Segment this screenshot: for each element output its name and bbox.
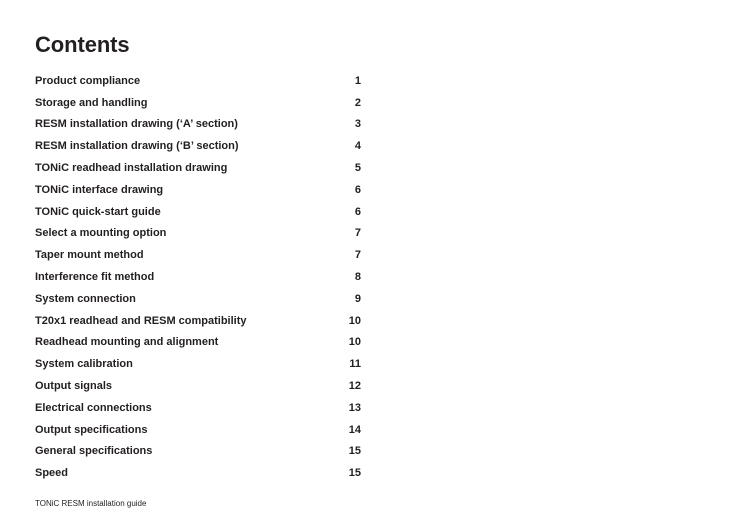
toc-entry-general-specifications[interactable] (35, 441, 362, 463)
toc-entry-title: Speed (35, 467, 69, 480)
toc-entry-system-calibration[interactable] (35, 353, 362, 375)
page-title: Contents (35, 32, 130, 57)
toc-entry-page-number: 2 (354, 96, 361, 109)
toc-entry-mounting-option[interactable] (35, 223, 362, 245)
toc-entry-readhead-mounting[interactable] (35, 332, 362, 354)
toc-entry-readhead-drawing[interactable] (35, 157, 362, 179)
toc-entry-interference-fit[interactable] (35, 266, 362, 288)
toc-entry-title: System calibration (35, 358, 133, 371)
toc-entry-title: Select a mounting option (35, 227, 167, 240)
toc-entry-title: Electrical connections (35, 401, 152, 414)
toc-entry-electrical-connections[interactable] (35, 397, 362, 419)
toc-entry-taper-mount[interactable] (35, 244, 362, 266)
toc-entry-page-number: 8 (354, 271, 361, 284)
toc-entry-title: TONiC quick-start guide (35, 205, 161, 218)
toc-entry-page-number: 4 (354, 140, 361, 153)
toc-entry-page-number: 10 (348, 336, 361, 349)
toc-entry-title: Product compliance (35, 74, 141, 87)
toc-entry-page-number: 6 (354, 183, 361, 196)
toc-entry-page-number: 5 (354, 162, 361, 175)
toc-entry-resm-drawing-b[interactable] (35, 135, 362, 157)
toc-entry-page-number: 13 (348, 401, 361, 414)
toc-entry-title: TONiC readhead installation drawing (35, 162, 228, 175)
toc-entry-page-number: 1 (354, 74, 361, 87)
toc-entry-product-compliance[interactable] (35, 70, 362, 92)
toc-entry-page-number: 7 (354, 227, 361, 240)
toc-entry-page-number: 7 (354, 249, 361, 262)
toc-entry-title: Readhead mounting and alignment (35, 336, 219, 349)
toc-entry-speed[interactable] (35, 462, 362, 484)
toc-entry-page-number: 9 (354, 292, 361, 305)
toc-entry-title: System connection (35, 292, 136, 305)
toc-entry-title: General specifications (35, 445, 153, 458)
toc-entry-title: Taper mount method (35, 249, 144, 262)
toc-entry-page-number: 14 (348, 423, 361, 436)
toc-entry-title: Output specifications (35, 423, 148, 436)
toc-entry-title: Output signals (35, 380, 112, 393)
page-footer: TONiC RESM installation guide (35, 499, 147, 508)
toc-entry-resm-drawing-a[interactable] (35, 114, 362, 136)
toc-entry-interface-drawing[interactable] (35, 179, 362, 201)
toc-entry-storage-and-handling[interactable] (35, 92, 362, 114)
toc-entry-page-number: 3 (354, 118, 361, 131)
toc-entry-quick-start-guide[interactable] (35, 201, 362, 223)
toc-entry-page-number: 12 (348, 380, 361, 393)
toc-entry-page-number: 6 (354, 205, 361, 218)
toc-entry-title: RESM installation drawing (‘A’ section) (35, 118, 238, 131)
toc-entry-title: Storage and handling (35, 96, 148, 109)
toc-entry-output-signals[interactable] (35, 375, 362, 397)
toc-entry-page-number: 10 (348, 314, 361, 327)
table-of-contents (35, 70, 362, 484)
toc-entry-page-number: 15 (348, 467, 361, 480)
toc-entry-t20x1-compatibility[interactable] (35, 310, 362, 332)
toc-entry-title: RESM installation drawing (‘B’ section) (35, 140, 239, 153)
toc-entry-title: T20x1 readhead and RESM compatibility (35, 314, 247, 327)
toc-entry-output-specifications[interactable] (35, 419, 362, 441)
toc-entry-page-number: 11 (349, 358, 361, 371)
toc-entry-title: TONiC interface drawing (35, 183, 164, 196)
toc-entry-page-number: 15 (348, 445, 361, 458)
toc-entry-system-connection[interactable] (35, 288, 362, 310)
toc-entry-title: Interference fit method (35, 271, 155, 284)
